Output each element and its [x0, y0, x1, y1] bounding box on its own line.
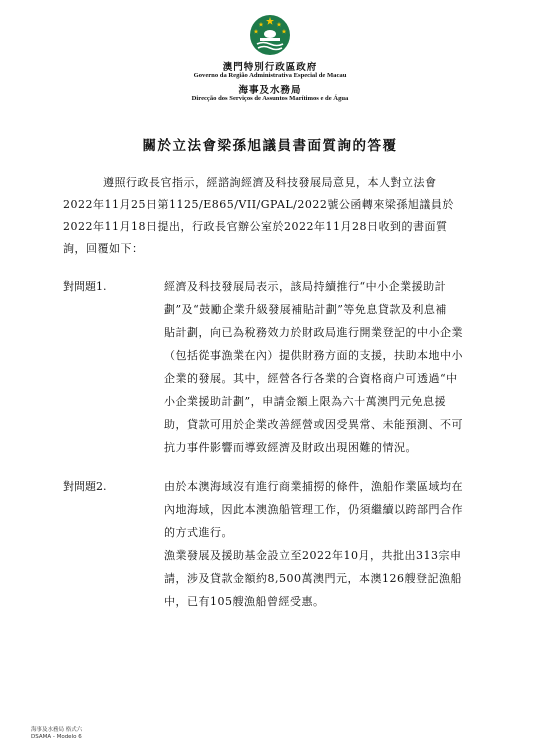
answer-2-line: 漁業發展及援助基金設立至2022年10月，共批出313宗申 — [164, 549, 462, 562]
department-name-pt: Direcção dos Serviços de Assuntos Marítimos e de Água — [191, 95, 349, 102]
intro-line: 2022年11月18日提出，行政長官辦公室於2022年11月28日收到的書面質 — [63, 220, 448, 233]
department-name-zh: 海事及水務局 — [238, 85, 302, 96]
answer-1-line: 小企業援助計劃”，申請金額上限為六十萬澳門元免息援 — [164, 395, 447, 408]
answer-1-line: 貼計劃，向已為稅務效力於財政局進行開業登記的中小企業 — [164, 326, 463, 339]
answer-2-label: 對問題2. — [63, 480, 107, 493]
answer-1-line: 抗力事件影響而導致經濟及財政出現困難的情況。 — [164, 441, 417, 454]
document-title: 關於立法會梁孫旭議員書面質詢的答覆 — [142, 138, 398, 154]
footer-form-zh: 海事及水務局 格式六 — [31, 727, 83, 733]
answer-1-line: 企業的發展。其中，經營各行各業的合資格商户可透過“中 — [164, 372, 458, 385]
answer-1-label: 對問題1. — [63, 280, 107, 293]
answer-1-line: 經濟及科技發展局表示，該局持續推行“中小企業援助計 — [164, 280, 447, 293]
footer-form-pt: DSAMA - Modelo 6 — [31, 734, 82, 740]
government-name-pt: Governo da Região Administrativa Especial de Macau — [193, 72, 347, 79]
intro-line: 遵照行政長官指示，經諮詢經濟及科技發展局意見，本人對立法會 — [103, 176, 437, 189]
answer-2-line: 請，涉及貸款金額約8,500萬澳門元，本澳126艘登記漁船 — [164, 572, 462, 585]
answer-1-line: 助，貸款可用於企業改善經營或因受異常、未能預測、不可 — [164, 418, 463, 431]
macau-emblem-icon — [249, 14, 291, 56]
answer-2-line: 內地海域，因此本澳漁船管理工作，仍須繼續以跨部門合作 — [164, 503, 463, 516]
answer-2-line: 由於本澳海域沒有進行商業捕撈的條件，漁船作業區域均在 — [164, 480, 463, 493]
government-name-zh: 澳門特別行政區政府 — [222, 62, 318, 73]
intro-line: 詢，回覆如下： — [63, 242, 144, 255]
answer-2-line: 的方式進行。 — [164, 526, 233, 539]
answer-1-line: （包括從事漁業在內）提供財務方面的支援，扶助本地中小 — [164, 349, 463, 362]
answer-2-line: 中，已有105艘漁船曾經受惠。 — [164, 595, 325, 608]
intro-line: 2022年11月25日第1125/E865/VII/GPAL/2022號公函轉來梁孫旭議員於 — [63, 198, 454, 211]
answer-1-line: 劃”及“鼓勵企業升級發展補貼計劃”等免息貸款及利息補 — [164, 303, 447, 316]
